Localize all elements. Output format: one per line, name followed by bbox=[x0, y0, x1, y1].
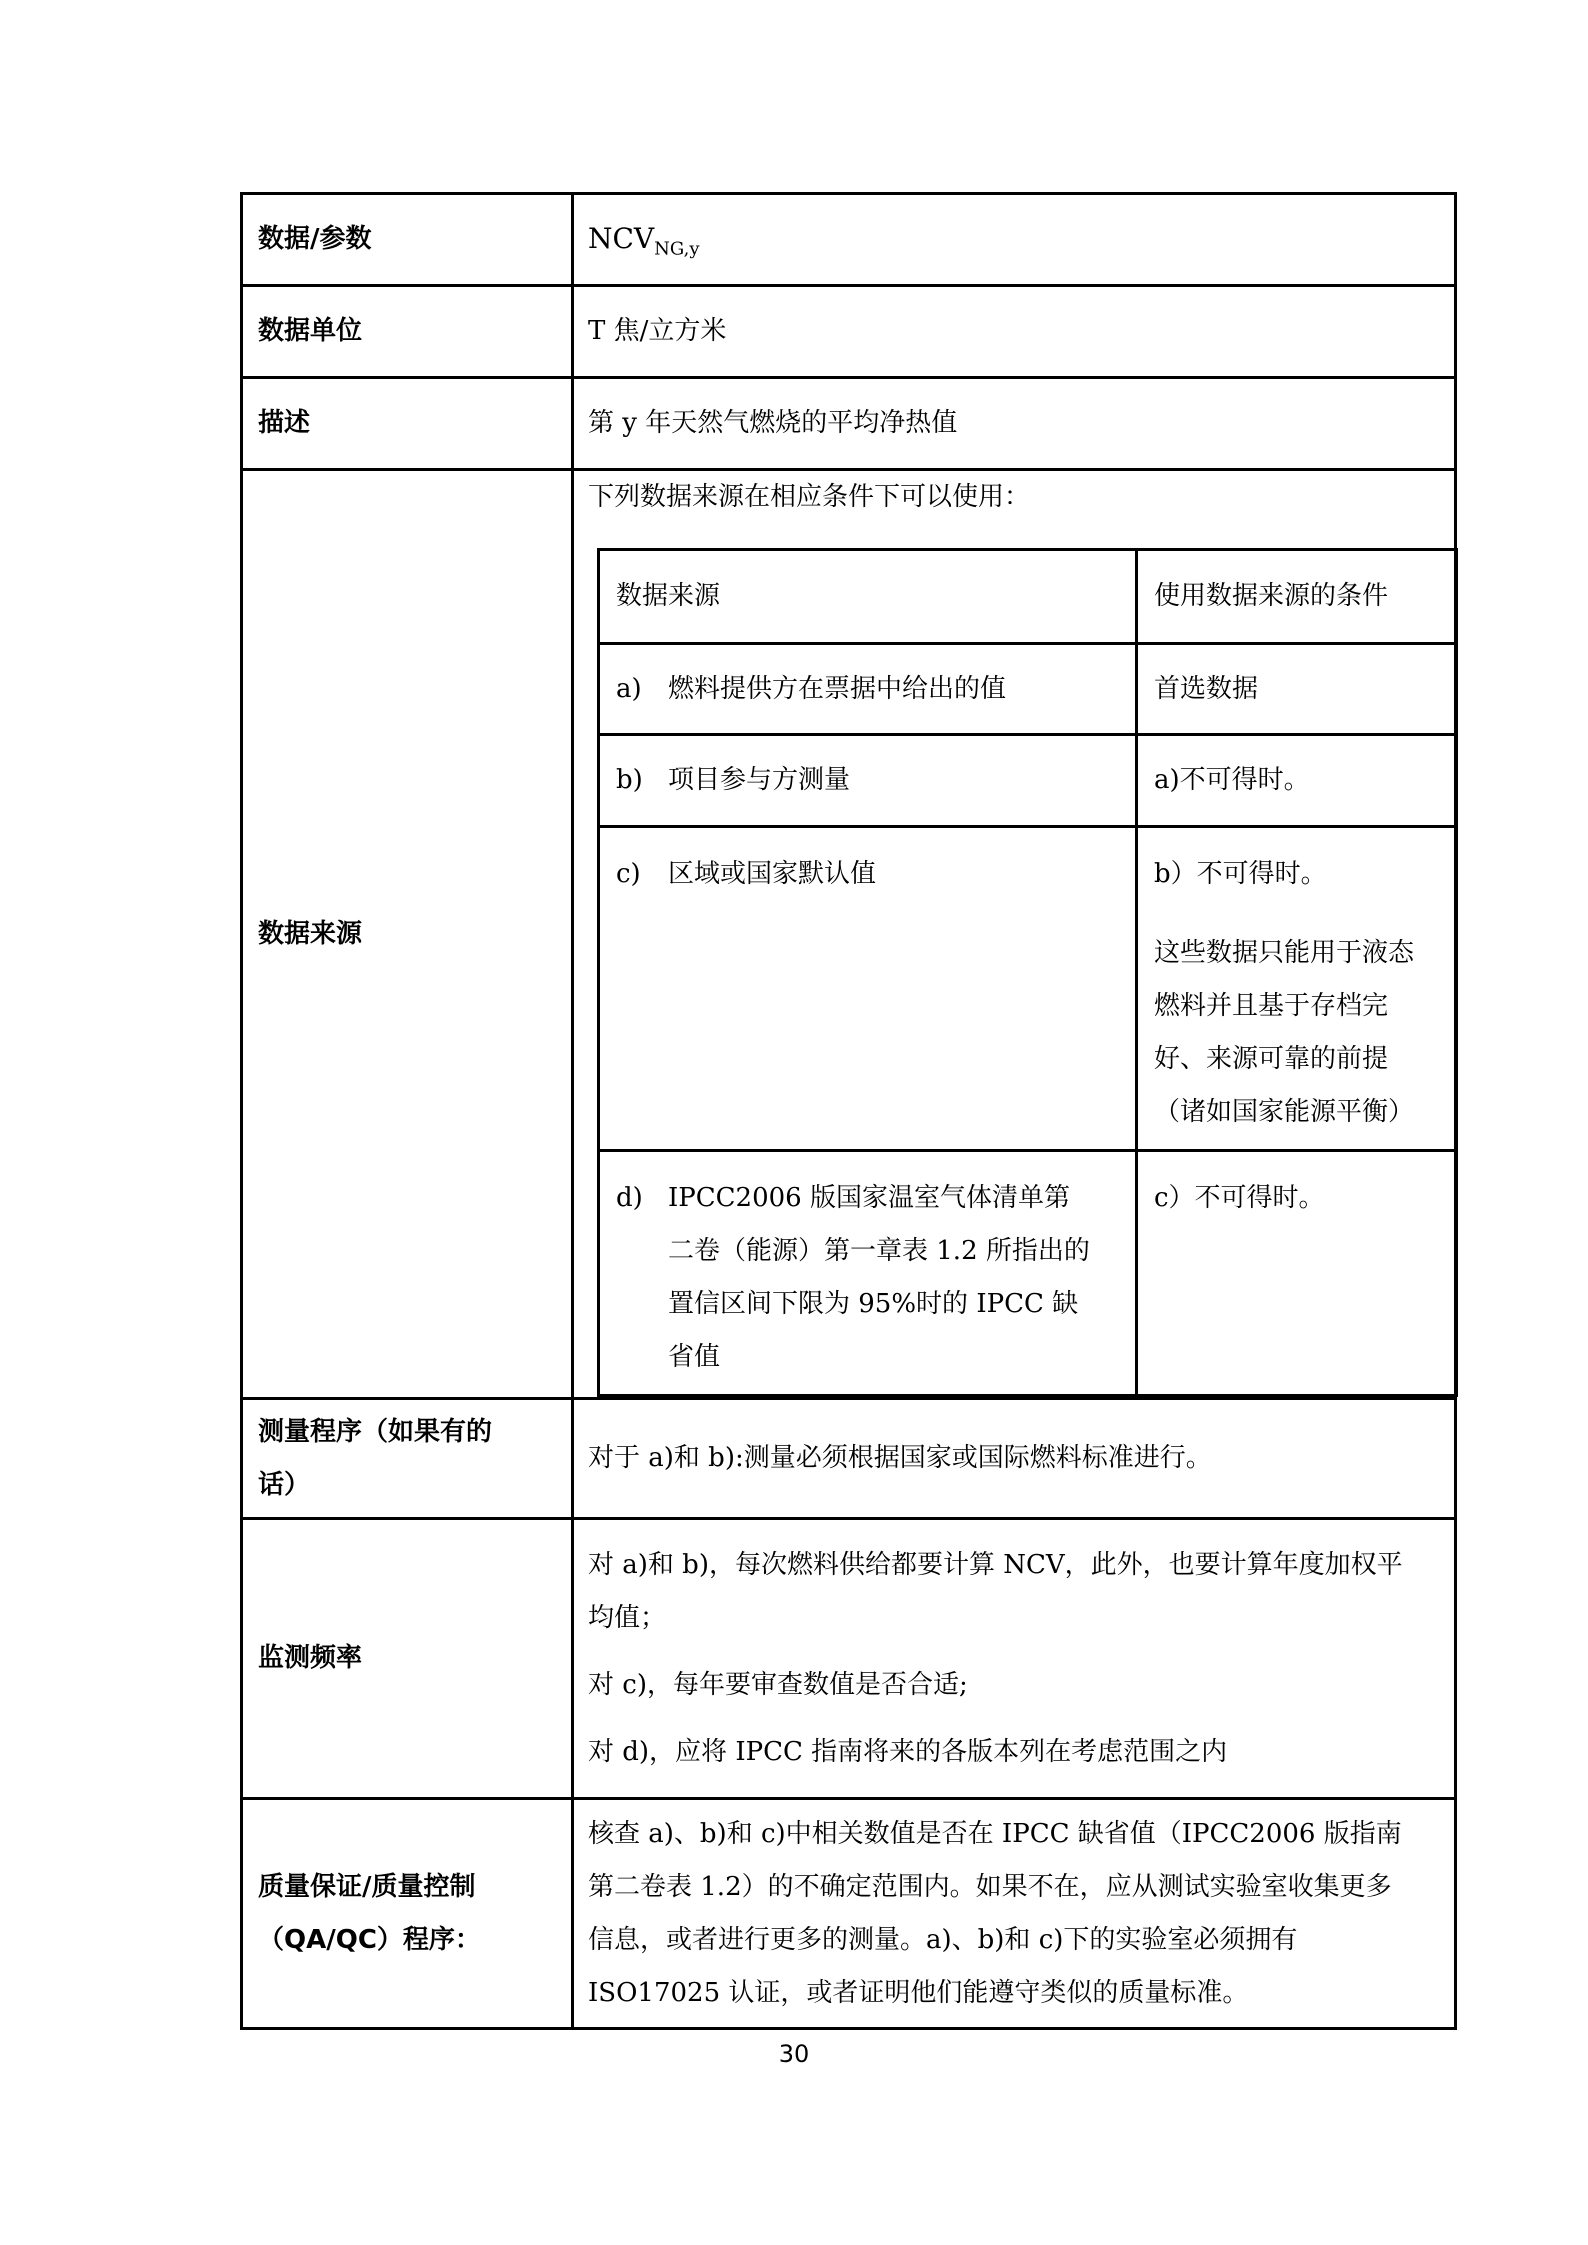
data-source-conditions-table bbox=[597, 548, 1458, 1397]
page-number: 30 bbox=[778, 2040, 810, 2068]
source-option-b-text: 项目参与方测量 bbox=[668, 765, 851, 795]
inner-row-c bbox=[599, 827, 1457, 1151]
source-option-d bbox=[599, 1151, 1137, 1396]
inner-header-condition: 使用数据来源的条件 bbox=[1137, 550, 1457, 644]
condition-b: a)不可得时。 bbox=[1137, 735, 1457, 827]
param-value-subscript: NG,y bbox=[654, 238, 700, 260]
row-frequency bbox=[242, 1519, 1456, 1799]
param-value-base: NCV bbox=[588, 222, 655, 255]
unit-label: 数据单位 bbox=[242, 286, 573, 378]
row-qaqc bbox=[242, 1799, 1456, 2029]
qaqc-value: 核查 a)、b)和 c)中相关数值是否在 IPCC 缺省值（IPCC2006 版指南第二卷表 1.2）的不确定范围内。如果不在，应从测试实验室收集更多信息，或者进行更多的测量。a)、b)和 c)下的实验室必须拥有 ISO17025 认证，或者证明他们能遵守类似的质量标准。 bbox=[573, 1799, 1456, 2029]
qaqc-label: 质量保证/质量控制（QA/QC）程序： bbox=[242, 1799, 573, 2029]
frequency-content bbox=[573, 1519, 1456, 1799]
source-option-d-text: IPCC2006 版国家温室气体清单第二卷（能源）第一章表 1.2 所指出的置信区间下限为 95%时的 IPCC 缺省值 bbox=[668, 1183, 1090, 1372]
description-label: 描述 bbox=[242, 378, 573, 470]
inner-row-d bbox=[599, 1151, 1457, 1396]
inner-header-row bbox=[599, 550, 1457, 644]
row-param bbox=[242, 194, 1456, 286]
inner-row-b bbox=[599, 735, 1457, 827]
list-marker-d: d) bbox=[616, 1183, 643, 1213]
row-unit bbox=[242, 286, 1456, 378]
source-option-c bbox=[599, 827, 1137, 1151]
measurement-value: 对于 a)和 b):测量必须根据国家或国际燃料标准进行。 bbox=[573, 1399, 1456, 1519]
param-value-formula bbox=[588, 222, 700, 260]
parameter-table bbox=[240, 192, 1457, 2030]
condition-c bbox=[1137, 827, 1457, 1151]
param-value bbox=[573, 194, 1456, 286]
condition-c-main: b）不可得时。 bbox=[1154, 859, 1327, 889]
condition-a: 首选数据 bbox=[1137, 644, 1457, 735]
inner-row-a bbox=[599, 644, 1457, 735]
source-option-b bbox=[599, 735, 1137, 827]
row-data-source bbox=[242, 470, 1456, 1399]
source-option-a-text: 燃料提供方在票据中给出的值 bbox=[668, 673, 1007, 704]
data-source-intro: 下列数据来源在相应条件下可以使用： bbox=[588, 482, 1031, 512]
frequency-paragraph-3: 对 d)，应将 IPCC 指南将来的各版本列在考虑范围之内 bbox=[588, 1736, 1228, 1767]
condition-c-note: 这些数据只能用于液态燃料并且基于存档完好、来源可靠的前提（诸如国家能源平衡） bbox=[1154, 938, 1415, 1127]
measurement-label: 测量程序（如果有的话） bbox=[242, 1399, 573, 1519]
data-source-content bbox=[573, 470, 1456, 1399]
inner-header-source: 数据来源 bbox=[599, 550, 1137, 644]
list-marker-c: c) bbox=[616, 859, 641, 889]
source-option-c-text: 区域或国家默认值 bbox=[668, 859, 877, 889]
param-label: 数据/参数 bbox=[242, 194, 573, 286]
row-measurement bbox=[242, 1399, 1456, 1519]
list-marker-b: b) bbox=[616, 765, 643, 795]
frequency-paragraph-1: 对 a)和 b)，每次燃料供给都要计算 NCV，此外，也要计算年度加权平均值； bbox=[588, 1549, 1403, 1633]
data-source-label: 数据来源 bbox=[242, 470, 573, 1399]
row-description bbox=[242, 378, 1456, 470]
frequency-paragraph-2: 对 c)，每年要审查数值是否合适; bbox=[588, 1669, 968, 1700]
unit-value: T 焦/立方米 bbox=[573, 286, 1456, 378]
condition-d: c）不可得时。 bbox=[1137, 1151, 1457, 1396]
source-option-a bbox=[599, 644, 1137, 735]
frequency-label: 监测频率 bbox=[242, 1519, 573, 1799]
description-value: 第 y 年天然气燃烧的平均净热值 bbox=[573, 378, 1456, 470]
list-marker-a: a) bbox=[616, 673, 642, 704]
